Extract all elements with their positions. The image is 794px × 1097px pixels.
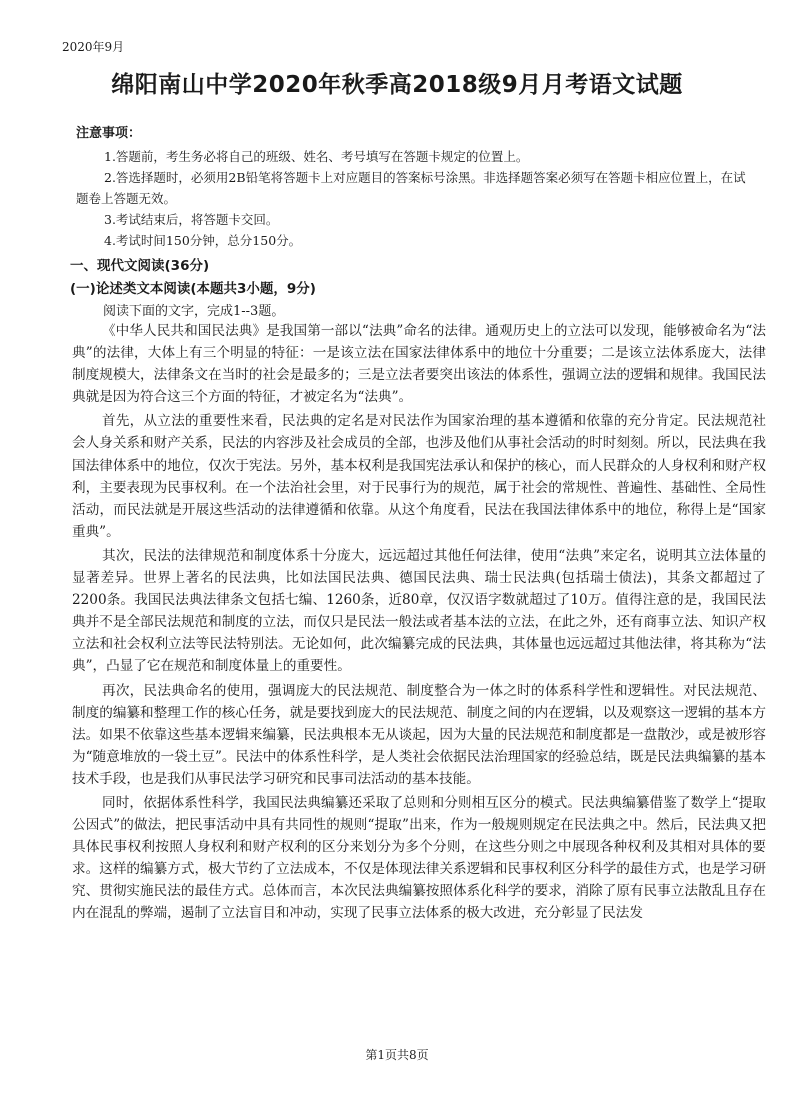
- notice-item: 2.答选择题时，必须用2B铅笔将答题卡上对应题目的答案标号涂黑。非选择题答案必须写在答题卡相应位置上，在试题卷上答题无效。: [76, 170, 746, 206]
- passage-paragraph: 首先，从立法的重要性来看，民法典的定名是对民法作为国家治理的基本遵循和依靠的充分肯定。民法规范社会人身关系和财产关系，民法的内容涉及社会成员的全部，也涉及他们从事社会活动的时时刻刻。所以，民法典在我国法律体系中的地位，仅次于宪法。另外，基本权利是我国宪法承认和保护的核心，而人民群众的人身权利和财产权利，主要表现为民事权利。在一个法治社会里，对于民事行为的规范，属于社会的常规性、普遍性、基础性、全局性活动，而民法就是开展这些活动的法律遵循和依靠。从这个角度看，民法在我国法律体系中的地位，称得上是“国家重典”。: [72, 413, 766, 540]
- passage-paragraph: 再次，民法典命名的使用，强调庞大的民法规范、制度整合为一体之时的体系科学性和逻辑性。对民法规范、制度的编纂和整理工作的核心任务，就是要找到庞大的民法规范、制度之间的内在逻辑，以及观察这一逻辑的基本方法。如果不依靠这些基本逻辑来编纂，民法典根本无从谈起，因为大量的民法规范和制度都是一盘散沙，或是被形容为“随意堆放的一袋土豆”。民法中的体系性科学，是人类社会依据民法治理国家的经验总结，既是民法典编纂的基本技术手段，也是我们从事民法学习研究和民事司法活动的基本技能。: [72, 682, 766, 787]
- reading-passage: [72, 320, 766, 927]
- notice-item: 4.考试时间150分钟，总分150分。: [104, 233, 302, 248]
- notice-heading: 注意事项：: [76, 126, 142, 141]
- passage-paragraph: 其次，民法的法律规范和制度体系十分庞大，远远超过其他任何法律，使用“法典”来定名，说明其立法体量的显著差异。世界上著名的民法典，比如法国民法典、德国民法典、瑞士民法典(包括瑞士债法)，其条文都超过了2200条。我国民法典法律条文包括七编、1260条，近80章，仅汉语字数就超过了10万。值得注意的是，我国民法典并不是全部民法规范和制度的立法，而仅只是民法一般法或者基本法的立法，在此之外，还有商事立法、知识产权立法和社会权利立法等民法特别法。无论如何，此次编纂完成的民法典，其体量也远远超过其他法律，将其称为“法典”，凸显了它在规范和制度体量上的重要性。: [72, 547, 766, 675]
- passage-paragraph: 《中华人民共和国民法典》是我国第一部以“法典”命名的法律。通观历史上的立法可以发现，能够被命名为“法典”的法律，大体上有三个明显的特征：一是该立法在国家法律体系中的地位十分重要；二是该立法体系庞大，法律制度规模大，法律条文在当时的社会是最多的；三是立法者要突出该法的体系性，强调立法的逻辑和规律。我国民法典就是因为符合这三个方面的特征，才被定名为“法典”。: [72, 323, 766, 406]
- page-number: 第1页共8页: [365, 1048, 429, 1062]
- exam-date: 2020年9月: [62, 40, 125, 54]
- exam-title: 绵阳南山中学2020年秋季高2018级9月月考语文试题: [111, 72, 683, 98]
- passage-paragraph: 同时，依据体系性科学，我国民法典编纂还采取了总则和分则相互区分的模式。民法典编纂借鉴了数学上“提取公因式”的做法，把民事活动中具有共同性的规则“提取”出来，作为一般规则规定在民法典之中。然后，民法典又把具体民事权利按照人身权利和财产权利的区分来划分为多个分则，在这些分则之中展现各种权利及其相对具体的要求。这样的编纂方式，极大节约了立法成本，不仅是体现法律关系逻辑和民事权利区分科学的最佳方式，也是学习研究、贯彻实施民法的最佳方式。总体而言，本次民法典编纂按照体系化科学的要求，消除了原有民事立法散乱且存在内在混乱的弊端，遏制了立法盲目和冲动，实现了民事立法体系的极大改进，充分彰显了民法发: [72, 794, 766, 922]
- notice-list: [76, 146, 756, 251]
- reading-instruction: 阅读下面的文字，完成1--3题。: [103, 304, 285, 319]
- notice-item: 3.考试结束后，将答题卡交回。: [104, 212, 279, 227]
- section-heading: 一、现代文阅读(36分): [70, 258, 210, 274]
- subsection-heading: (一)论述类文本阅读(本题共3小题，9分): [70, 281, 316, 297]
- notice-item: 1.答题前，考生务必将自己的班级、姓名、考号填写在答题卡规定的位置上。: [104, 149, 529, 164]
